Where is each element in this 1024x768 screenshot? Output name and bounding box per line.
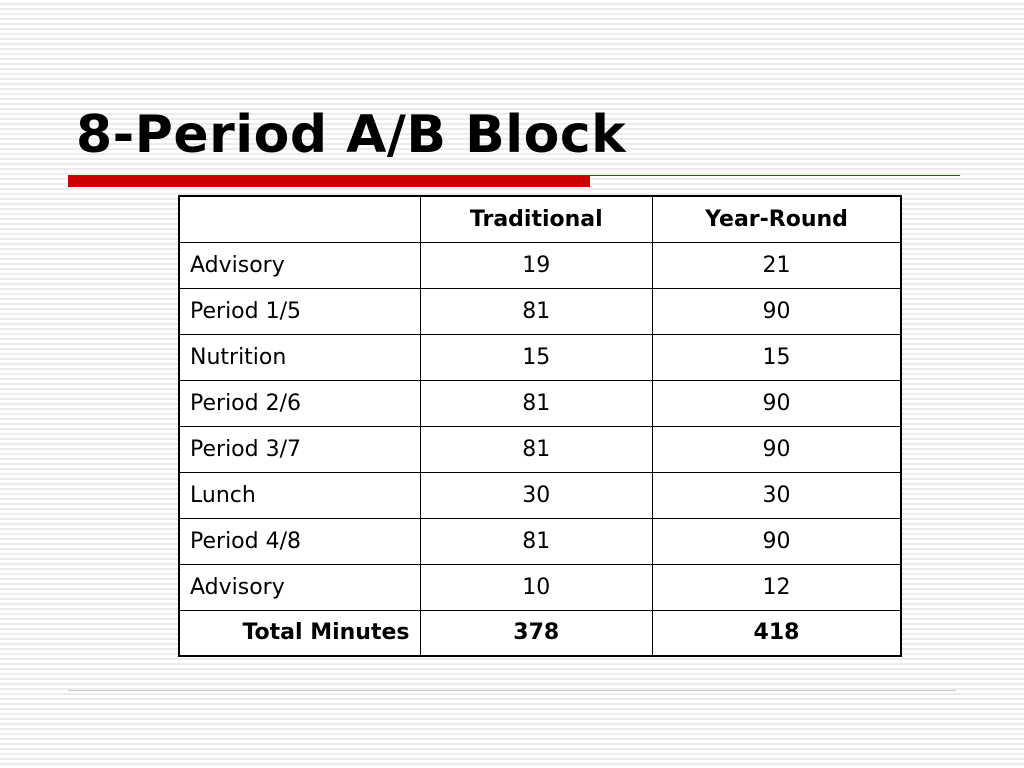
table-row (179, 472, 901, 518)
column-header-year-round: Year-Round (653, 196, 901, 242)
year-round-minutes: 12 (653, 564, 901, 610)
column-header-blank (179, 196, 420, 242)
table-row (179, 518, 901, 564)
year-round-minutes: 90 (653, 426, 901, 472)
table-row (179, 564, 901, 610)
total-row (179, 610, 901, 656)
column-header-traditional: Traditional (420, 196, 653, 242)
schedule-table (178, 195, 902, 657)
traditional-minutes: 19 (420, 242, 653, 288)
footer-rule (68, 690, 956, 691)
title-underline-accent (68, 175, 590, 187)
row-label: Advisory (179, 242, 420, 288)
year-round-minutes: 21 (653, 242, 901, 288)
traditional-minutes: 81 (420, 380, 653, 426)
traditional-total: 378 (420, 610, 653, 656)
row-label: Advisory (179, 564, 420, 610)
traditional-minutes: 81 (420, 288, 653, 334)
year-round-minutes: 90 (653, 288, 901, 334)
table-row (179, 380, 901, 426)
table-row (179, 242, 901, 288)
year-round-minutes: 90 (653, 380, 901, 426)
row-label: Period 3/7 (179, 426, 420, 472)
table-header-row (179, 196, 901, 242)
slide-title: 8-Period A/B Block (76, 105, 627, 165)
traditional-minutes: 30 (420, 472, 653, 518)
year-round-minutes: 30 (653, 472, 901, 518)
year-round-minutes: 90 (653, 518, 901, 564)
row-label: Period 2/6 (179, 380, 420, 426)
table-row (179, 288, 901, 334)
traditional-minutes: 15 (420, 334, 653, 380)
row-label: Lunch (179, 472, 420, 518)
year-round-total: 418 (653, 610, 901, 656)
row-label: Period 1/5 (179, 288, 420, 334)
total-label: Total Minutes (179, 610, 420, 656)
year-round-minutes: 15 (653, 334, 901, 380)
traditional-minutes: 10 (420, 564, 653, 610)
traditional-minutes: 81 (420, 518, 653, 564)
traditional-minutes: 81 (420, 426, 653, 472)
row-label: Nutrition (179, 334, 420, 380)
table-row (179, 334, 901, 380)
table-row (179, 426, 901, 472)
title-underline-rule (590, 175, 960, 176)
row-label: Period 4/8 (179, 518, 420, 564)
